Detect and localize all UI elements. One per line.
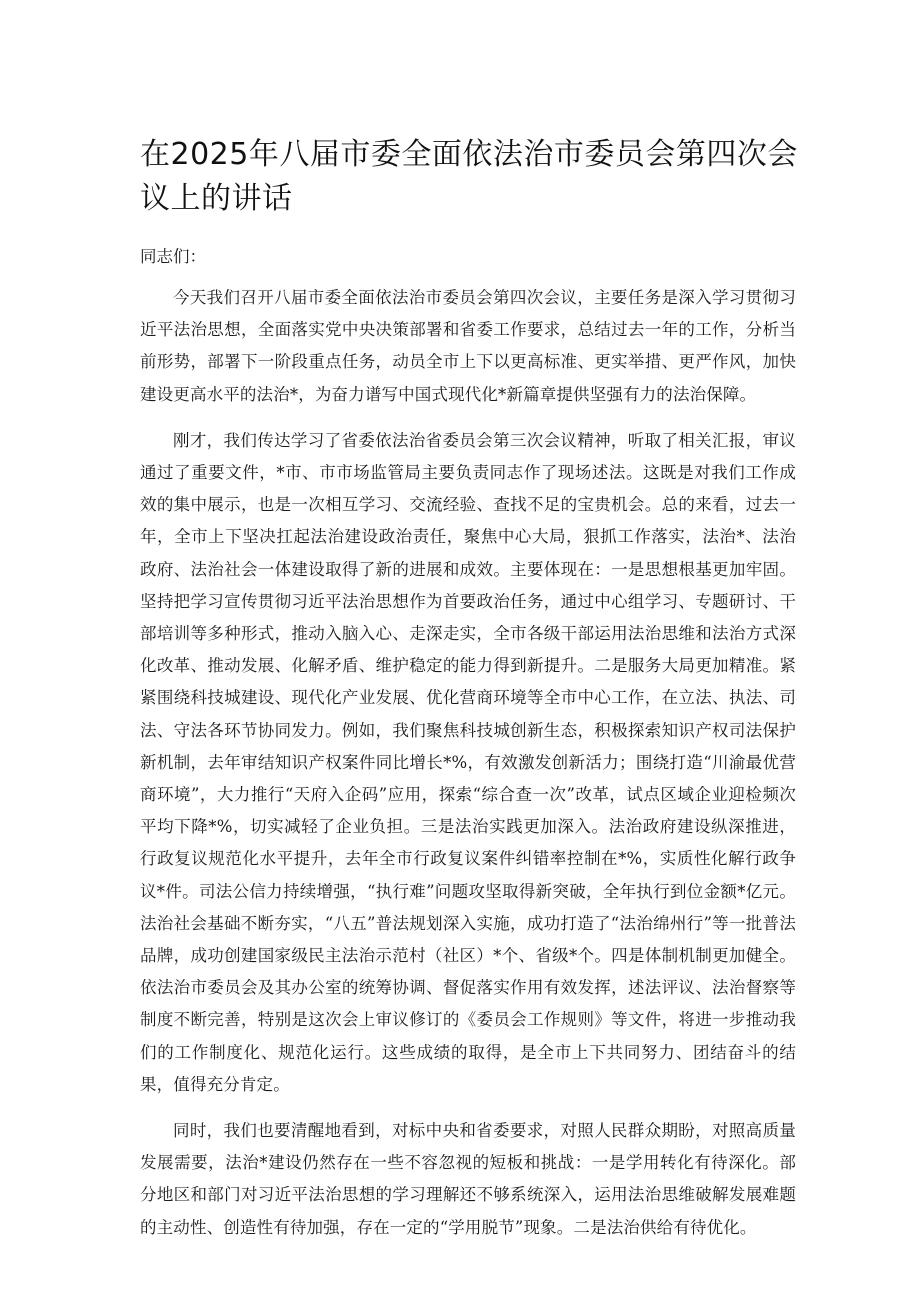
salutation: 同志们： bbox=[140, 247, 206, 266]
paragraph-opening: 今天我们召开八届市委全面依法治市委员会第四次会议，主要任务是深入学习贯彻习近平法治思想，全面落实党中央决策部署和省委工作要求，总结过去一年的工作，分析当前形势，部署下一阶段重点任务，动员全市上下以更高标准、更实举措、更严作风，加快建设更高水平的法治*，为奋力谱写中国式现代化*新篇章提供坚强有力的法治保障。 bbox=[140, 288, 796, 404]
paragraph-challenges: 同时，我们也要清醒地看到，对标中央和省委要求，对照人民群众期盼，对照高质量发展需要，法治*建设仍然存在一些不容忽视的短板和挑战：一是学用转化有待深化。部分地区和部门对习近平法治思想的学习理解还不够系统深入，运用法治思维破解发展难题的主动性、创造性有待加强，存在一定的“学用脱节”现象。二是法治供给有待优化。 bbox=[140, 1121, 796, 1237]
paragraph-achievements: 刚才，我们传达学习了省委依法治省委员会第三次会议精神，听取了相关汇报，审议通过了重要文件，*市、市市场监管局主要负责同志作了现场述法。这既是对我们工作成效的集中展示，也是一次相互学习、交流经验、查找不足的宝贵机会。总的来看，过去一年，全市上下坚决扛起法治建设政治责任，聚焦中心大局，狠抓工作落实，法治*、法治政府、法治社会一体建设取得了新的进展和成效。主要体现在：一是思想根基更加牢固。坚持把学习宣传贯彻习近平法治思想作为首要政治任务，通过中心组学习、专题研讨、干部培训等多种形式，推动入脑入心、走深走实，全市各级干部运用法治思维和法治方式深化改革、推动发展、化解矛盾、维护稳定的能力得到新提升。二是服务大局更加精准。紧紧围绕科技城建设、现代化产业发展、优化营商环境等全市中心工作，在立法、执法、司法、守法各环节协同发力。例如，我们聚焦科技城创新生态，积极探索知识产权司法保护新机制，去年审结知识产权案件同比增长*%，有效激发创新活力；围绕打造“川渝最优营商环境”，大力推行“天府入企码”应用，探索“综合查一次”改革，试点区域企业迎检频次平均下降*%，切实减轻了企业负担。三是法治实践更加深入。法治政府建设纵深推进，行政复议规范化水平提升，去年全市行政复议案件纠错率控制在*%，实质性化解行政争议*件。司法公信力持续增强，“执行难”问题攻坚取得新突破，全年执行到位金额*亿元。法治社会基础不断夯实，“八五”普法规划深入实施，成功打造了“法治绵州行”等一批普法品牌，成功创建国家级民主法治示范村（社区）*个、省级*个。四是体制机制更加健全。依法治市委员会及其办公室的统筹协调、督促落实作用有效发挥，述法评议、法治督察等制度不断完善，特别是这次会上审议修订的《委员会工作规则》等文件，将进一步推动我们的工作制度化、规范化运行。这些成绩的取得，是全市上下共同努力、团结奋斗的结果，值得充分肯定。 bbox=[140, 430, 796, 1094]
document-body bbox=[140, 282, 796, 1258]
document-title: 在2025年八届市委全面依法治市委员会第四次会议上的讲话 bbox=[140, 137, 798, 216]
